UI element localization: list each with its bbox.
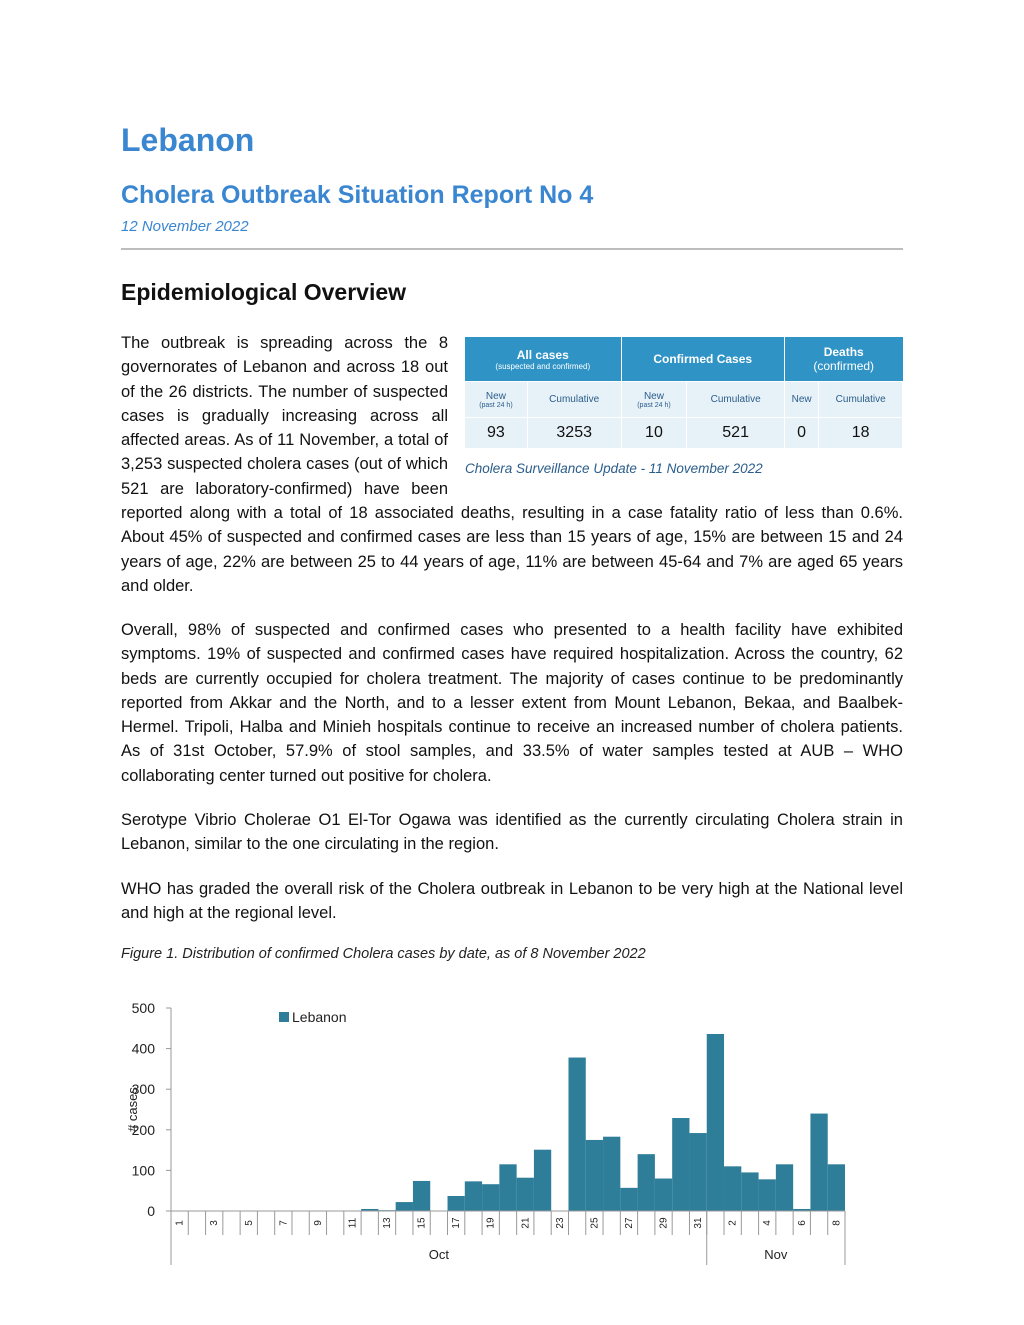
bar: [603, 1137, 620, 1211]
bar: [413, 1181, 430, 1211]
bar: [448, 1196, 465, 1211]
x-tick-label: 3: [209, 1220, 221, 1226]
y-tick-label: 0: [147, 1203, 155, 1219]
bar: [741, 1172, 758, 1211]
x-tick-label: 25: [589, 1217, 601, 1229]
x-tick-label: 31: [693, 1217, 705, 1229]
y-tick-label: 400: [131, 1040, 155, 1057]
x-tick-label: 5: [243, 1220, 255, 1226]
month-label: Oct: [428, 1247, 449, 1262]
x-tick-label: 1: [174, 1220, 186, 1226]
paragraph-2: Overall, 98% of suspected and confirmed cases who presented to a health facility have exhibited symptoms. 19% of suspected and confirmed cases have required hospitalization. Across the country, 62 beds are currently occupied for cholera treatment. The majority of cases continue to be predominantly reported from Akkar and the North, and to a lesser extent from Mount Lebanon, Bekaa, and Baalbek-Hermel. Tripoli, Halba and Minieh hospitals continue to receive an increased number of cholera patients. As of 31st October, 57.9% of stool samples, and 33.5% of water samples tested at AUB – WHO collaborating center turned out positive for cholera.: [121, 621, 903, 785]
column-header: Cumulative: [687, 382, 785, 418]
bar: [707, 1034, 724, 1211]
x-tick-label: 19: [485, 1217, 497, 1229]
column-header: Cumulative: [527, 382, 621, 418]
group-header-confirmed: Confirmed Cases: [621, 337, 784, 382]
y-tick-label: 500: [131, 1000, 155, 1016]
column-header: Cumulative: [819, 382, 903, 418]
bar: [759, 1179, 776, 1211]
y-axis-label: # cases: [125, 1087, 140, 1132]
bar: [638, 1154, 655, 1211]
section-heading: Epidemiological Overview: [121, 279, 407, 305]
bar: [482, 1184, 499, 1211]
x-tick-label: 9: [312, 1220, 324, 1226]
summary-table: [465, 337, 903, 448]
x-tick-label: 29: [658, 1217, 670, 1229]
bar: [672, 1118, 689, 1211]
value-cell: 93: [465, 418, 527, 449]
group-header-all-cases: All cases (suspected and confirmed): [465, 337, 621, 382]
paragraph-4: WHO has graded the overall risk of the Cholera outbreak in Lebanon to be very high at the National level and high at the regional level.: [121, 880, 903, 923]
cases-bar-chart: [121, 990, 861, 1275]
value-cell: 18: [819, 418, 903, 449]
x-tick-label: 8: [831, 1220, 843, 1226]
value-cell: 10: [621, 418, 687, 449]
country-title: Lebanon: [121, 122, 255, 158]
table-caption: Cholera Surveillance Update - 11 November 2022: [465, 461, 763, 476]
bar: [499, 1164, 516, 1211]
x-tick-label: 13: [382, 1217, 394, 1229]
paragraph-1-text: The outbreak is spreading across the 8 governorates of Lebanon and across 18 out of the 26 districts. The number of suspected cases is gradually increasing across all affected areas. As of 11 November, a total of 3,253 suspected cholera cases (out of which 521 are laboratory-confirmed) have been reported along with a total of 18 associated deaths, resulting in a case fatality ratio of less than 0.6%. About 45% of suspected and confirmed cases are less than 15 years of age, 15% are between 15 and 24 years of age, 22% are between 25 to 44 years of age, 11% are between 45-64 and 7% are aged 65 years and older.: [121, 334, 903, 595]
report-date: 12 November 2022: [121, 218, 249, 235]
bar: [776, 1164, 793, 1211]
x-tick-label: 17: [451, 1217, 463, 1229]
x-tick-label: 7: [278, 1220, 290, 1226]
figure-caption: Figure 1. Distribution of confirmed Cholera cases by date, as of 8 November 2022: [121, 946, 646, 962]
bar: [655, 1179, 672, 1211]
bar: [534, 1150, 551, 1211]
x-tick-label: 2: [727, 1220, 739, 1226]
x-tick-label: 27: [623, 1217, 635, 1229]
y-tick-label: 100: [131, 1162, 155, 1179]
y-tick-label: 200: [131, 1121, 155, 1138]
bar: [396, 1202, 413, 1211]
column-header: New (past 24 h): [465, 382, 527, 418]
header-divider: [121, 248, 903, 250]
value-cell: 0: [784, 418, 818, 449]
x-tick-label: 23: [554, 1217, 566, 1229]
x-tick-label: 11: [347, 1217, 359, 1229]
bar: [689, 1133, 706, 1211]
bar: [620, 1188, 637, 1211]
bar: [465, 1181, 482, 1211]
month-label: Nov: [764, 1247, 788, 1262]
bar: [828, 1164, 845, 1211]
paragraph-3: Serotype Vibrio Cholerae O1 El-Tor Ogawa was identified as the currently circulating Cholera strain in Lebanon, similar to the one circulating in the region.: [121, 811, 903, 854]
legend-swatch: [279, 1012, 289, 1022]
legend-label: Lebanon: [292, 1009, 347, 1025]
report-title: Cholera Outbreak Situation Report No 4: [121, 181, 594, 209]
bar: [810, 1114, 827, 1211]
bar: [568, 1058, 585, 1211]
bar: [517, 1178, 534, 1211]
x-tick-label: 4: [762, 1220, 774, 1226]
column-header: New: [784, 382, 818, 418]
x-tick-label: 21: [520, 1217, 532, 1229]
x-tick-label: 15: [416, 1217, 428, 1229]
value-cell: 3253: [527, 418, 621, 449]
group-header-deaths: Deaths (confirmed): [784, 337, 902, 382]
column-header: New (past 24 h): [621, 382, 687, 418]
y-tick-label: 300: [131, 1081, 155, 1098]
bar: [724, 1166, 741, 1211]
x-tick-label: 6: [796, 1220, 808, 1226]
value-cell: 521: [687, 418, 785, 449]
bar: [586, 1140, 603, 1211]
